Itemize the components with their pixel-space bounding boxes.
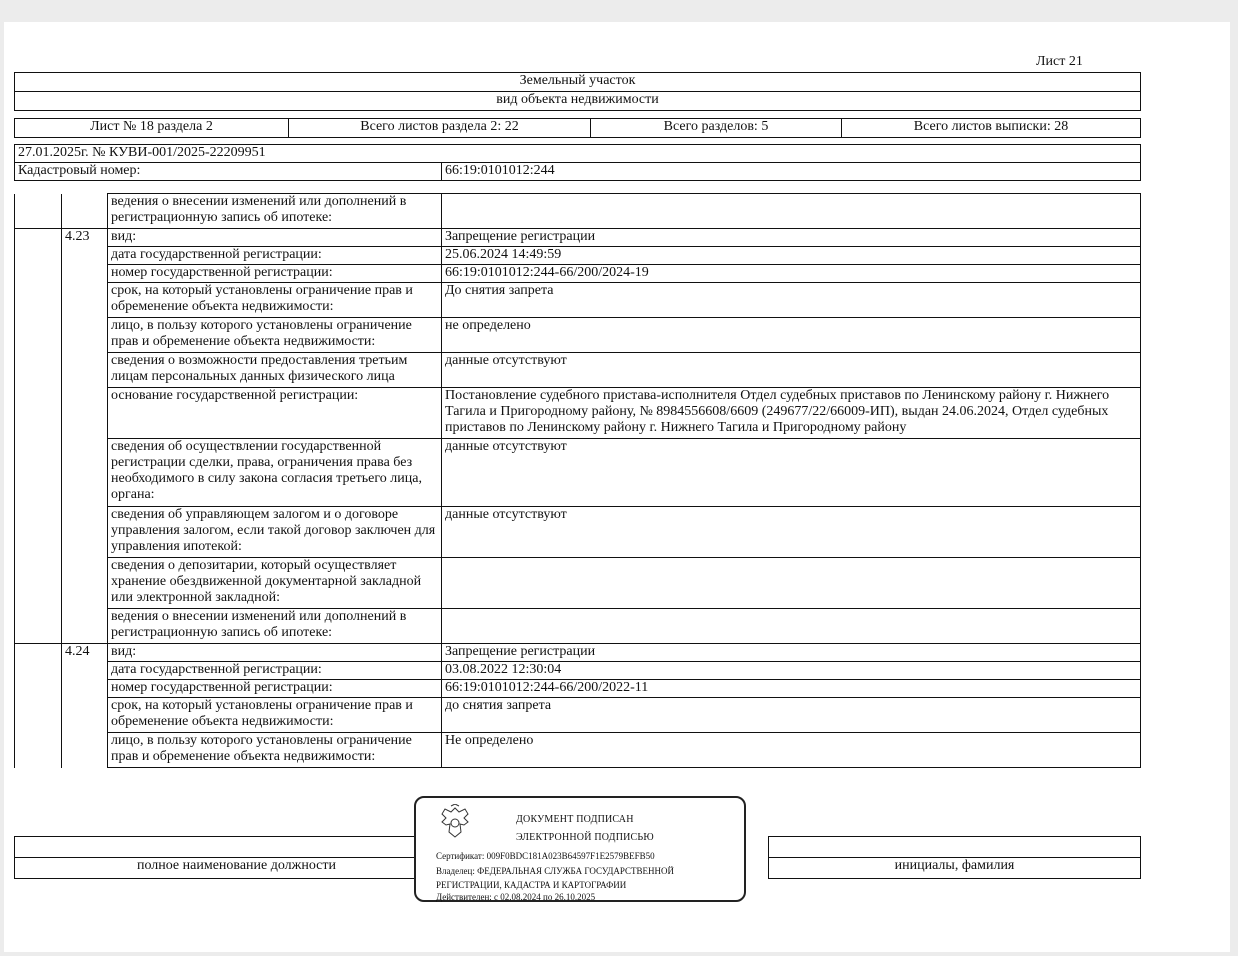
field-value	[442, 558, 1141, 609]
electronic-signature-stamp	[414, 796, 746, 902]
field-label: номер государственной регистрации:	[108, 265, 442, 283]
stamp-line1: ДОКУМЕНТ ПОДПИСАН	[516, 814, 634, 825]
field-value: не определено	[442, 318, 1141, 353]
page-number: Лист 21	[1036, 54, 1083, 69]
field-value: до снятия запрета	[442, 698, 1141, 733]
field-value: Запрещение регистрации	[442, 229, 1141, 247]
cadastral-value: 66:19:0101012:244	[442, 163, 1141, 181]
field-value	[442, 194, 1141, 229]
field-label: дата государственной регистрации:	[108, 247, 442, 265]
field-value: Постановление судебного пристава-исполнителя Отдел судебных приставов по Ленинскому району г. Нижнего Тагила и Пригородному району, № 8984556608/6609 (249677/22/66009-ИП), выдан 24.06.2024, Отдел судебных приставов по Ленинскому району г. Нижнего Тагила и Пригородному району	[442, 388, 1141, 439]
field-value: Запрещение регистрации	[442, 644, 1141, 662]
field-label: дата государственной регистрации:	[108, 662, 442, 680]
stamp-certificate: Сертификат: 009F0BDC181A023B64597F1E2579BEFB50	[436, 851, 655, 861]
field-label: сведения об осуществлении государственной регистрации сделки, права, ограничения права без необходимого в силу закона согласия третьего лица, органа:	[108, 439, 442, 507]
field-value: 03.08.2022 12:30:04	[442, 662, 1141, 680]
blank-cell	[15, 194, 62, 229]
field-value: 66:19:0101012:244-66/200/2024-19	[442, 265, 1141, 283]
sections-total: Всего разделов: 5	[591, 119, 842, 138]
field-value: Не определено	[442, 733, 1141, 768]
object-subtitle: вид объекта недвижимости	[15, 92, 1141, 111]
sheet-info-row	[14, 118, 1141, 138]
stamp-owner: Владелец: ФЕДЕРАЛЬНАЯ СЛУЖБА ГОСУДАРСТВЕННОЙ	[436, 866, 675, 876]
section-sheets-total: Всего листов раздела 2: 22	[289, 119, 591, 138]
stamp-line2: ЭЛЕКТРОННОЙ ПОДПИСЬЮ	[516, 832, 654, 843]
field-value: До снятия запрета	[442, 283, 1141, 318]
field-value	[442, 609, 1141, 644]
initials-label: инициалы, фамилия	[769, 858, 1141, 879]
field-value: 25.06.2024 14:49:59	[442, 247, 1141, 265]
object-type-header	[14, 72, 1141, 111]
field-label: вид:	[108, 229, 442, 247]
document-reference	[14, 144, 1141, 181]
sheet-number: Лист № 18 раздела 2	[15, 119, 289, 138]
field-label: ведения о внесении изменений или дополнений в регистрационную запись об ипотеке:	[108, 609, 442, 644]
extract-sheets-total: Всего листов выписки: 28	[842, 119, 1141, 138]
blank-cell	[62, 194, 108, 229]
field-value: данные отсутствуют	[442, 507, 1141, 558]
encumbrance-table	[14, 193, 1141, 768]
section-number: 4.23	[62, 229, 108, 247]
stamp-owner-line2: РЕГИСТРАЦИИ, КАДАСТРА И КАРТОГРАФИИ	[436, 880, 627, 890]
field-label: сведения о возможности предоставления третьим лицам персональных данных физического лица	[108, 353, 442, 388]
blank-cell	[15, 229, 62, 247]
field-label: основание государственной регистрации:	[108, 388, 442, 439]
field-value: данные отсутствуют	[442, 353, 1141, 388]
field-label: лицо, в пользу которого установлены ограничение прав и обременение объекта недвижимости:	[108, 318, 442, 353]
field-value: данные отсутствуют	[442, 439, 1141, 507]
position-label: полное наименование должности	[15, 858, 459, 879]
field-label: срок, на который установлены ограничение прав и обременение объекта недвижимости:	[108, 283, 442, 318]
field-value: 66:19:0101012:244-66/200/2022-11	[442, 680, 1141, 698]
section-number: 4.24	[62, 644, 108, 662]
field-label: ведения о внесении изменений или дополнений в регистрационную запись об ипотеке:	[108, 194, 442, 229]
field-label: сведения об управляющем залогом и о договоре управления залогом, если такой договор заключен для управления ипотекой:	[108, 507, 442, 558]
field-label: сведения о депозитарии, который осуществляет хранение обездвиженной документарной закладной или электронной закладной:	[108, 558, 442, 609]
field-label: номер государственной регистрации:	[108, 680, 442, 698]
field-label: вид:	[108, 644, 442, 662]
stamp-validity: Действителен: с 02.08.2024 по 26.10.2025	[436, 892, 596, 902]
field-label: лицо, в пользу которого установлены ограничение прав и обременение объекта недвижимости:	[108, 733, 442, 768]
field-label: срок, на который установлены ограничение прав и обременение объекта недвижимости:	[108, 698, 442, 733]
doc-ref: 27.01.2025г. № КУВИ-001/2025-22209951	[15, 145, 1141, 163]
double-headed-eagle-icon	[436, 804, 474, 840]
cadastral-label: Кадастровый номер:	[15, 163, 442, 181]
object-title: Земельный участок	[15, 73, 1141, 92]
